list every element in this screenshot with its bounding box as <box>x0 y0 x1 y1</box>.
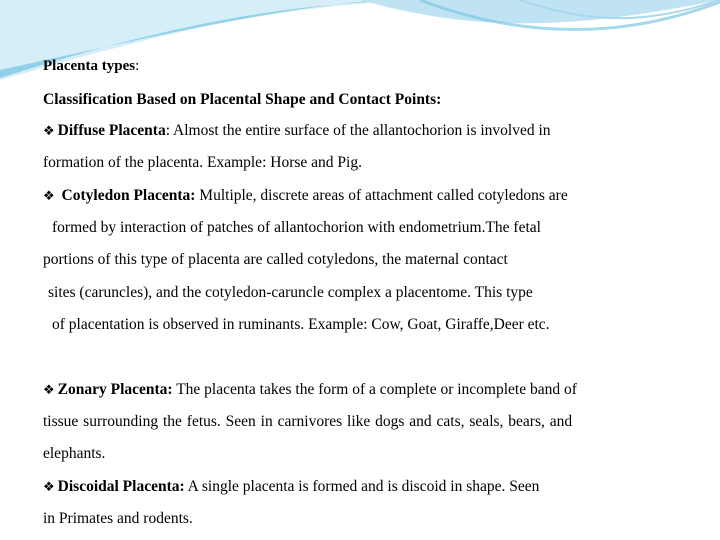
zonary-line-1 <box>43 380 577 400</box>
zonary-term: Zonary Placenta: <box>57 381 173 398</box>
zonary-line-3: elephants. <box>43 445 106 462</box>
diffuse-text-1: : Almost the entire surface of the allantochorion is involved in <box>165 122 551 139</box>
diamond-bullet-icon: ❖ <box>43 188 55 203</box>
cotyledon-term: Cotyledon Placenta: <box>61 187 196 204</box>
cotyledon-line-1 <box>43 186 568 206</box>
diffuse-term: Diffuse Placenta <box>57 122 166 139</box>
section-subheading: Classification Based on Placental Shape and Contact Points: <box>43 91 442 108</box>
cotyledon-text-1: Multiple, discrete areas of attachment called cotyledons are <box>195 187 568 204</box>
discoidal-line-2: in Primates and rodents. <box>43 510 193 527</box>
diffuse-line-2: formation of the placenta. Example: Horse and Pig. <box>43 154 362 171</box>
discoidal-line-1 <box>43 477 539 497</box>
discoidal-term: Discoidal Placenta: <box>57 478 185 495</box>
discoidal-text-1: A single placenta is formed and is discoid in shape. Seen <box>184 478 540 495</box>
zonary-line-2: tissue surrounding the fetus. Seen in carnivores like dogs and cats, seals, bears, and <box>43 413 573 430</box>
diffuse-line-1 <box>43 121 551 141</box>
page-title <box>43 56 139 76</box>
title-colon: : <box>135 58 140 74</box>
diamond-bullet-icon: ❖ <box>43 479 55 494</box>
cotyledon-line-2: formed by interaction of patches of allantochorion with endometrium.The fetal <box>52 219 541 236</box>
zonary-text-1: The placenta takes the form of a complete or incomplete band of <box>172 381 577 398</box>
cotyledon-line-5: of placentation is observed in ruminants. Example: Cow, Goat, Giraffe,Deer etc. <box>52 316 550 333</box>
diamond-bullet-icon: ❖ <box>43 382 55 397</box>
title-text: Placenta types <box>43 58 136 74</box>
cotyledon-line-4: sites (caruncles), and the cotyledon-caruncle complex a placentome. This type <box>48 284 533 301</box>
diamond-bullet-icon: ❖ <box>43 123 55 138</box>
cotyledon-line-3: portions of this type of placenta are called cotyledons, the maternal contact <box>43 251 508 268</box>
